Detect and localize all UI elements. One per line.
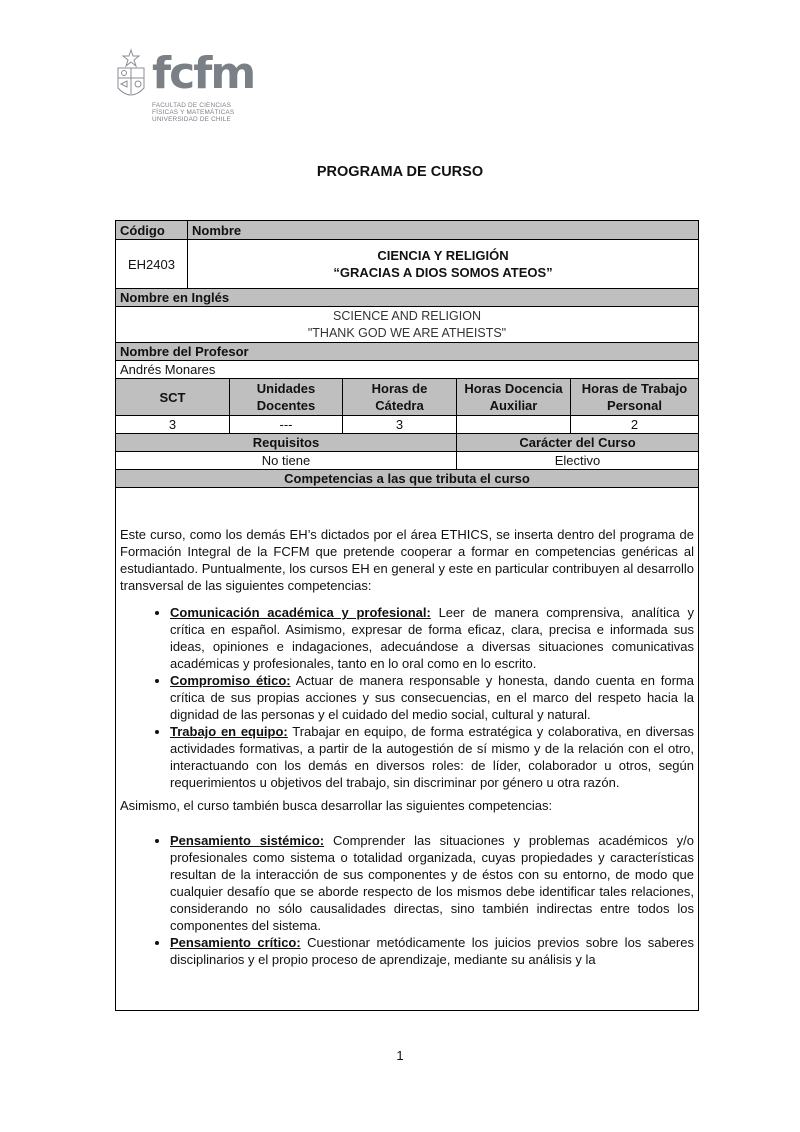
fcfm-logo — [112, 46, 255, 130]
list-item: • Comunicación académica y profesional: Leer de manera comprensiva, analítica y crítica en español. Asimismo, expresar de forma eficaz, clara, precisa e informada sus ideas, opiniones e indagaciones, adecuándose a diversas situaciones comunicativas académicas y profesionales, tanto en lo oral como en lo escrito. — [170, 604, 694, 672]
list-item: • Pensamiento sistémico: Comprender las situaciones y problemas académicos y/o profesionales como sistema o totalidad organizada, cuyas propiedades y características resultan de la interacción de sus componentes y de éstos con su entorno, de modo que cualquier desafío que se aborde respecto de los mismos debe identificar tales relaciones, considerando no sólo causalidades directas, sino también indirectas entre todos los componentes del sistema. — [170, 832, 694, 934]
intro-paragraph: Este curso, como los demás EH’s dictados por el área ETHICS, se inserta dentro del programa de Formación Integral de la FCFM que pretende cooperar a formar en competencias genéricas al estudiantado. Puntualmente, los cursos EH en general y este en particular contribuyen al desarrollo transversal de las siguientes competencias: — [120, 527, 694, 593]
personal-header: Horas de Trabajo Personal — [571, 379, 699, 416]
competencies-list-2 — [120, 832, 694, 968]
english-name: SCIENCE AND RELIGION "THANK GOD WE ARE ATHEISTS" — [116, 307, 699, 343]
list-item: • Compromiso ético: Actuar de manera responsable y honesta, dando cuenta en forma crítica de sus propias acciones y sus consecuencias, en el marco del respeto hacia la dignidad de las personas y el cuidado del medio social, cultural y natural. — [170, 672, 694, 723]
requisitos-value: No tiene — [116, 452, 457, 470]
personal-value: 2 — [571, 416, 699, 434]
catedra-header: Horas de Cátedra — [343, 379, 457, 416]
professor-header: Nombre del Profesor — [116, 343, 699, 361]
auxiliar-header: Horas Docencia Auxiliar — [457, 379, 571, 416]
auxiliar-value — [457, 416, 571, 434]
list-item: • Trabajo en equipo: Trabajar en equipo, de forma estratégica y colaborativa, en diversas actividades formativas, a partir de la autogestión de sí mismo y de la relación con el otro, interactuando con los demás en diversos roles: de líder, colaborador u otros, según requerimientos u objetivos del trabajo, sin discriminar por género u otra razón. — [170, 723, 694, 791]
sct-value: 3 — [116, 416, 230, 434]
university-seal-icon — [112, 48, 150, 104]
course-code: EH2403 — [116, 240, 188, 289]
caracter-header: Carácter del Curso — [457, 434, 699, 452]
catedra-value: 3 — [343, 416, 457, 434]
document-title: PROGRAMA DE CURSO — [316, 164, 484, 180]
requisitos-header: Requisitos — [116, 434, 457, 452]
english-name-header: Nombre en Inglés — [116, 289, 699, 307]
logo-wordmark: fcfm — [152, 48, 255, 99]
caracter-value: Electivo — [457, 452, 699, 470]
nombre-header: Nombre — [188, 221, 699, 240]
competencies-list-1 — [120, 604, 694, 791]
competencias-header: Competencias a las que tributa el curso — [116, 470, 699, 488]
course-name: CIENCIA Y RELIGIÓN “GRACIAS A DIOS SOMOS ATEOS” — [188, 240, 699, 289]
list-item: • Pensamiento crítico: Cuestionar metódicamente los juicios previos sobre los saberes disciplinarios y el propio proceso de aprendizaje, mediante su análisis y la — [170, 934, 694, 968]
competencias-content — [116, 488, 699, 1011]
professor-name: Andrés Monares — [116, 361, 699, 379]
unidades-value: --- — [230, 416, 343, 434]
unidades-header: Unidades Docentes — [230, 379, 343, 416]
course-program-table — [115, 220, 699, 1011]
sct-header: SCT — [116, 379, 230, 416]
page-number: 1 — [396, 1048, 404, 1063]
middle-paragraph: Asimismo, el curso también busca desarrollar las siguientes competencias: — [120, 798, 553, 813]
codigo-header: Código — [116, 221, 188, 240]
logo-subtitle: FACULTAD DE CIENCIAS FÍSICAS Y MATEMÁTICAS UNIVERSIDAD DE CHILE — [152, 102, 235, 123]
